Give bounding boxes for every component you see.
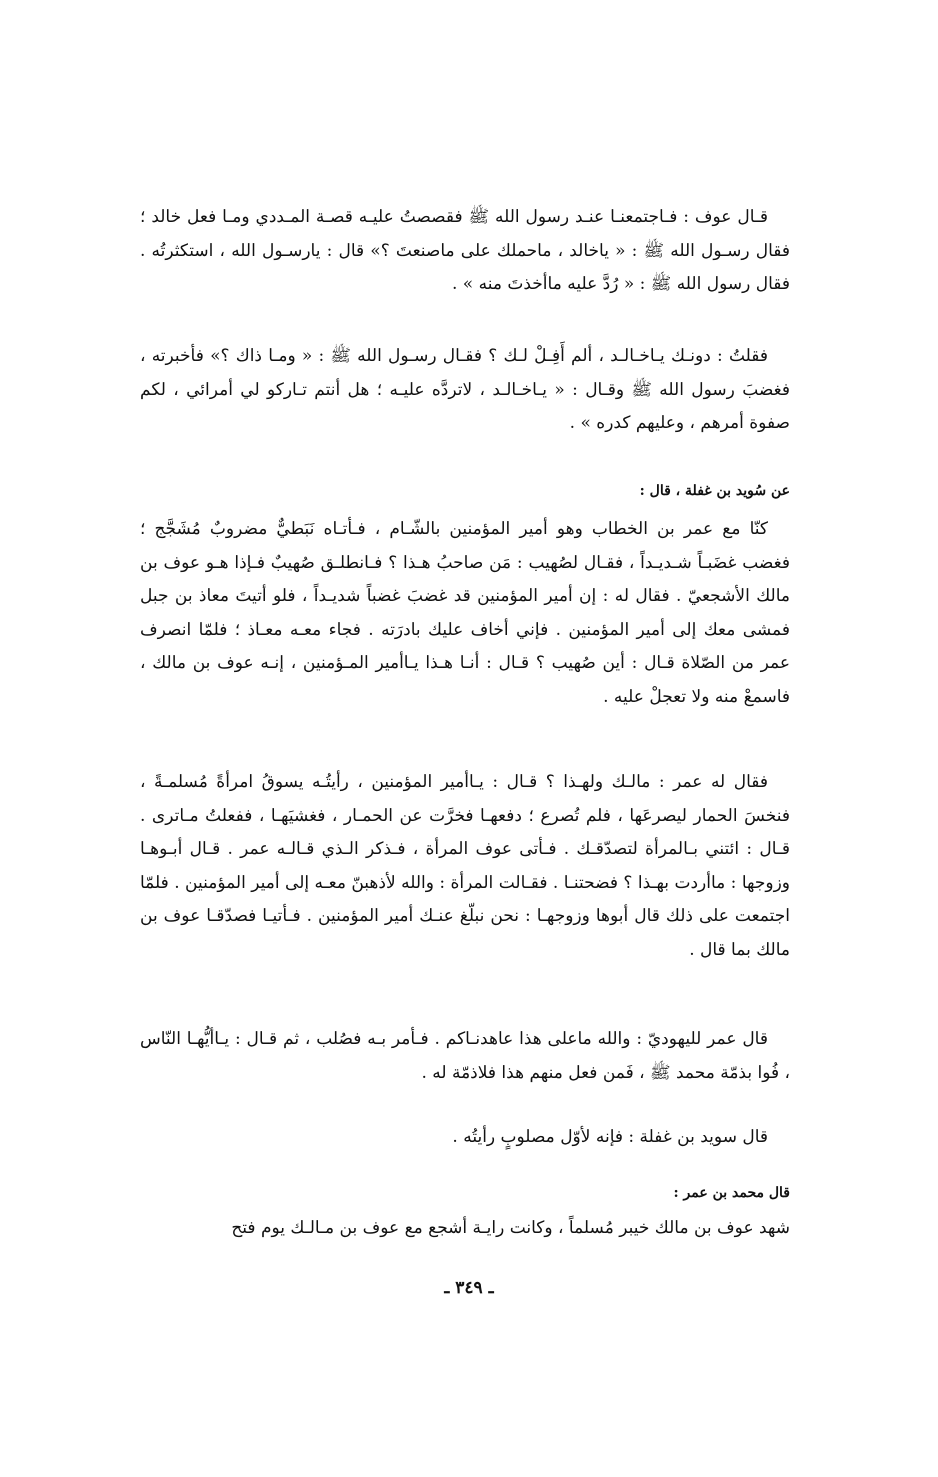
paragraph-khalid-rebuke: فقلتُ : دونـك يـاخـالـد ، ألم أَفِـلْ لـك ؟ فقـال رسـول الله ﷺ : « ومـا ذاك ؟» فأخبرته ، فغضبَ رسول الله ﷺ وقـال : « يـاخـالـد ، لاتردَّه عليـه ؛ هل أنتم تـاركو لي أمرائي ، لكم صفوة أمرهم ، وعليهم كدره » . — [140, 346, 790, 433]
paragraph-umar-judgment: قال عمر لليهوديّ : والله ماعلى هذا عاهدنـاكم . فـأمر بـه فصُلب ، ثم قـال : يـاأيُّهـا النّاس ، فُوا بذمّة محمد ﷺ ، فَمن فعل منهم هذا فلاذمّة له . — [140, 1029, 790, 1083]
paragraph-khaybar: شهد عوف بن مالك خيبر مُسلماً ، وكانت رايـة أشجع مع عوف بن مـالـك يوم فتح — [231, 1218, 790, 1238]
heading-suwayd-narration: عن سُويد بن غفلة ، قال : — [639, 483, 790, 499]
paragraph-umar-in-sham: كنّا مع عمر بن الخطاب وهو أمير المؤمنين بالشّـام ، فـأتـاه نَبَطيٌّ مضروبٌ مُشَجَّج ؛ فغضب غضَبـاً شـديـداً ، فقـال لصُهيب : مَن صاحبُ هـذا ؟ فـانطلـق صُهيبٌ فـإذا هـو عوف بن مالك الأشجعيّ . فقال له : إن أمير المؤمنين قد غضبَ غضباً شديـداً ، فلو أتيتَ معاذ بن جبل فمشى معك إلى أمير المؤمنين . فإني أخاف عليك بادرَته . فجاء معـه معـاذ ؛ فلمّا انصرف عمر من الصّلاة قـال : أين صُهيب ؟ قـال : أنـا هـذا يـاأمير المـؤمنين ، إنـه عوف بن مالك ، فاسمعْ منه ولا تعجلْ عليه . — [140, 519, 790, 707]
heading-muhammad-bin-umar: قال محمد بن عمر : — [673, 1185, 790, 1201]
paragraph-first-crucified: قال سويد بن غفلة : فإنه لأوّل مصلوبٍ رأيتُه . — [452, 1127, 768, 1147]
paragraph-awf-testimony: فقال له عمر : مالـك ولهـذا ؟ قـال : يـاأمير المؤمنين ، رأيتُـه يسوقُ امرأةً مُسلمـةً ، فنخسَ الحمار ليصرعَها ، فلم تُصرع ؛ دفعهـا فخرَّت عن الحمـار ، فغشيَهـا ، ففعلتُ مـاترى . قـال : ائتني بـالمرأة لتصدّقـك . فـأتى عوف المرأة ، فـذكر الـذي قـالـه عمر . قـال أبـوهـا وزوجها : ماأردت بهـذا ؟ فضحتنـا . فقـالت المرأة : والله لأذهبنّ معـه إلى أمير المؤمنين . فلمّا اجتمعت على ذلك قال أبوها وزوجهـا : نحن نبلّغ عنـك أمير المؤمنين . فـأتيـا فصدّقـا عوف بن مالك بما قال . — [140, 772, 790, 960]
paragraph-awf-complaint: قـال عوف : فـاجتمعنـا عنـد رسول الله ﷺ فقصصتُ عليـه قصـة المـددي ومـا فعل خالد ؛ فقال رسـول الله ﷺ : « ياخالد ، ماحملك على ماصنعتَ ؟» قال : يارسـول الله ، استكثرتُه . فقال رسول الله ﷺ : « رُدَّ عليه ماأخذتَ منه » . — [140, 207, 790, 294]
page-number: ـ ٣٤٩ ـ — [444, 1278, 494, 1298]
